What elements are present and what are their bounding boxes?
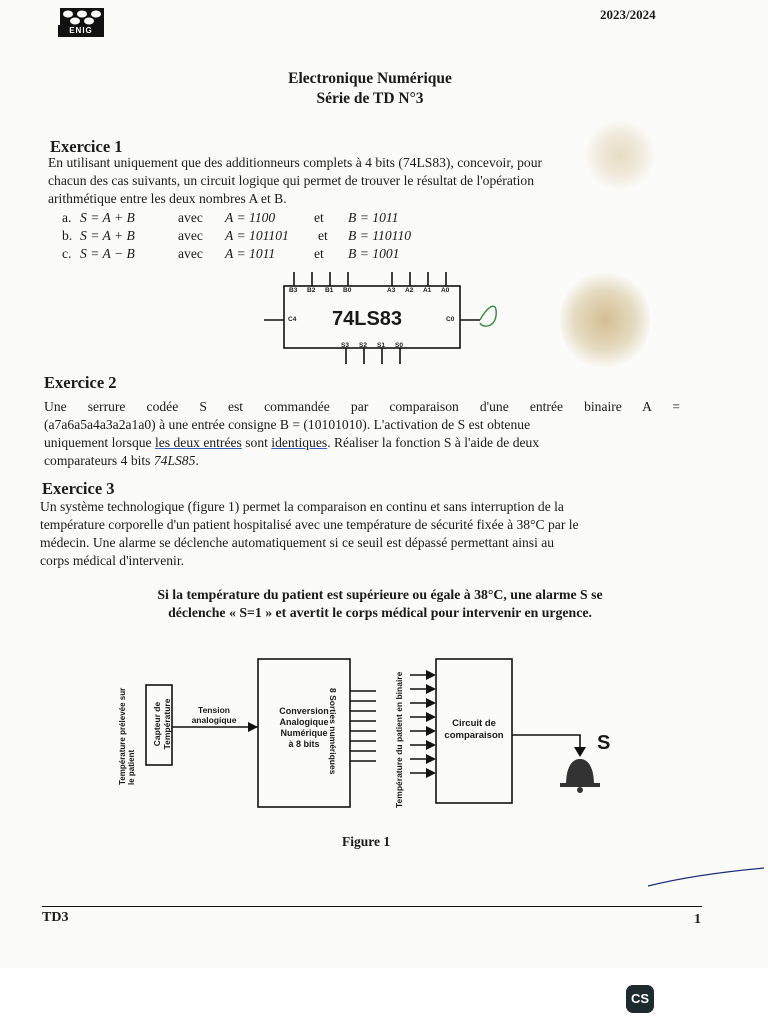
item-b-label: b. xyxy=(62,228,73,243)
fig-comparator-line-1: Circuit de xyxy=(452,718,496,729)
fig-sorties-label: 8 Sorties numériques xyxy=(328,688,338,775)
pin-a2: A2 xyxy=(405,287,414,294)
item-b-expr: S = A + B xyxy=(80,228,135,243)
exercise-2-line-1: Une serrure codée S est commandée par comparaison d'une entrée binaire A = xyxy=(44,399,680,414)
ex2-underlined-entrees: les deux entrées xyxy=(155,435,242,450)
exercise-3-bold-line-1: Si la température du patient est supérieure ou égale à 38°C, une alarme S se xyxy=(157,587,603,602)
pin-b0: B0 xyxy=(343,287,352,294)
chip-name: 74LS83 xyxy=(332,308,403,330)
item-a-expr: S = A + B xyxy=(80,210,135,225)
item-b-value-a: A = 101101 xyxy=(225,228,289,243)
ex2-comparator-ref: 74LS85 xyxy=(153,453,196,468)
camscanner-badge: CS xyxy=(626,985,654,1013)
fig-comparator-line-2: comparaison xyxy=(444,730,504,741)
fig-tension-label: Tension analogique xyxy=(191,705,237,725)
ex2-line4-part-a: comparateurs 4 bits xyxy=(44,453,154,468)
item-c-avec: avec xyxy=(178,246,203,261)
item-c-label: c. xyxy=(62,246,72,261)
ex2-underlined-identiques: identiques xyxy=(271,435,328,450)
course-title: Electronique Numérique xyxy=(288,70,452,87)
exercise-2-line-2: (a7a6a5a4a3a2a1a0) à une entrée consigne B = (10101010). L'activation de S est obtenue xyxy=(44,417,531,432)
pin-b2: B2 xyxy=(307,287,316,294)
fig-temp-binary-label: Température du patient en binaire xyxy=(394,671,404,808)
exercise-1-heading: Exercice 1 xyxy=(50,137,123,156)
exercise-2-line-3 xyxy=(44,434,680,452)
pin-c4: C4 xyxy=(288,316,297,323)
footer-page-number: 1 xyxy=(694,912,701,927)
item-a-value-a: A = 1100 xyxy=(225,210,276,225)
pin-a3: A3 xyxy=(387,287,396,294)
exercise-3-line-4: corps médical d'intervenir. xyxy=(40,553,185,568)
fig-conversion-line-3: Numérique xyxy=(280,728,328,738)
logo-text: ENIG xyxy=(58,25,104,37)
exercise-3-line-1: Un système technologique (figure 1) permet la comparaison en continu et sans interruption de la xyxy=(40,499,564,514)
footer-rule xyxy=(42,906,702,907)
pin-a1: A1 xyxy=(423,287,432,294)
figure-caption: Figure 1 xyxy=(342,834,391,849)
pin-c0: C0 xyxy=(446,316,455,323)
item-c-value-b: B = 1001 xyxy=(348,246,400,261)
item-a-label: a. xyxy=(62,210,72,225)
exercise-2-line-4 xyxy=(44,452,680,470)
pin-b1: B1 xyxy=(325,287,334,294)
item-c-et: et xyxy=(314,246,324,261)
pin-a0: A0 xyxy=(441,287,450,294)
pin-s1: S1 xyxy=(377,342,385,349)
exercise-3-line-2: température corporelle d'un patient hospitalisé avec une température de sécurité fixée à 38°C par le xyxy=(40,517,579,532)
footer-left: TD3 xyxy=(42,910,69,925)
figure-1-diagram xyxy=(110,645,630,825)
fig-conversion-line-1: Conversion xyxy=(279,706,329,716)
fig-label-temp-prelevee: Température prélevée sur le patient xyxy=(118,687,136,785)
ex2-line3-part-b: sont xyxy=(241,435,272,450)
pin-s2: S2 xyxy=(359,342,367,349)
exercise-3-line-3: médecin. Une alarme se déclenche automatiquement si ce seuil est dépassé permettant ainsi au xyxy=(40,535,555,550)
fig-sensor-label: Capteur de Température xyxy=(152,698,172,750)
coffee-stain xyxy=(560,270,650,370)
exercise-1-intro-line-1: En utilisant uniquement que des additionneurs complets à 4 bits (74LS83), concevoir, pour xyxy=(48,155,543,170)
exercise-1-intro-line-3: arithmétique entre les deux nombres A et B. xyxy=(48,191,287,206)
exercise-3-heading: Exercice 3 xyxy=(42,479,115,498)
ex2-line3-part-c: . Réaliser la fonction S à l'aide de deux xyxy=(327,435,540,450)
item-b-avec: avec xyxy=(178,228,203,243)
item-b-et: et xyxy=(318,228,328,243)
exercise-1-intro-line-2: chacun des cas suivants, un circuit logique qui permet de trouver le résultat de l'opération xyxy=(48,173,535,188)
ex2-line3-part-a: uniquement lorsque xyxy=(44,435,155,450)
series-title: Série de TD N°3 xyxy=(316,90,424,107)
ex2-line4-part-c: . xyxy=(195,453,199,468)
pen-stroke-mark xyxy=(640,860,768,900)
exercise-2-heading: Exercice 2 xyxy=(44,373,117,392)
item-b-value-b: B = 110110 xyxy=(348,228,412,243)
item-c-value-a: A = 1011 xyxy=(225,246,276,261)
item-c-expr: S = A − B xyxy=(80,246,135,261)
pin-s3: S3 xyxy=(341,342,349,349)
academic-year: 2023/2024 xyxy=(600,7,656,22)
fig-conversion-line-2: Analogique xyxy=(279,717,329,727)
item-a-avec: avec xyxy=(178,210,203,225)
fig-conversion-line-4: à 8 bits xyxy=(288,739,320,749)
item-a-value-b: B = 1011 xyxy=(348,210,399,225)
pin-b3: B3 xyxy=(289,287,298,294)
pin-s0: S0 xyxy=(395,342,403,349)
fig-comparator-block xyxy=(436,718,512,742)
item-a-et: et xyxy=(314,210,324,225)
fig-output-s: S xyxy=(597,732,611,754)
exercise-3-bold-line-2: déclenche « S=1 » et avertit le corps médical pour intervenir en urgence. xyxy=(168,605,592,620)
